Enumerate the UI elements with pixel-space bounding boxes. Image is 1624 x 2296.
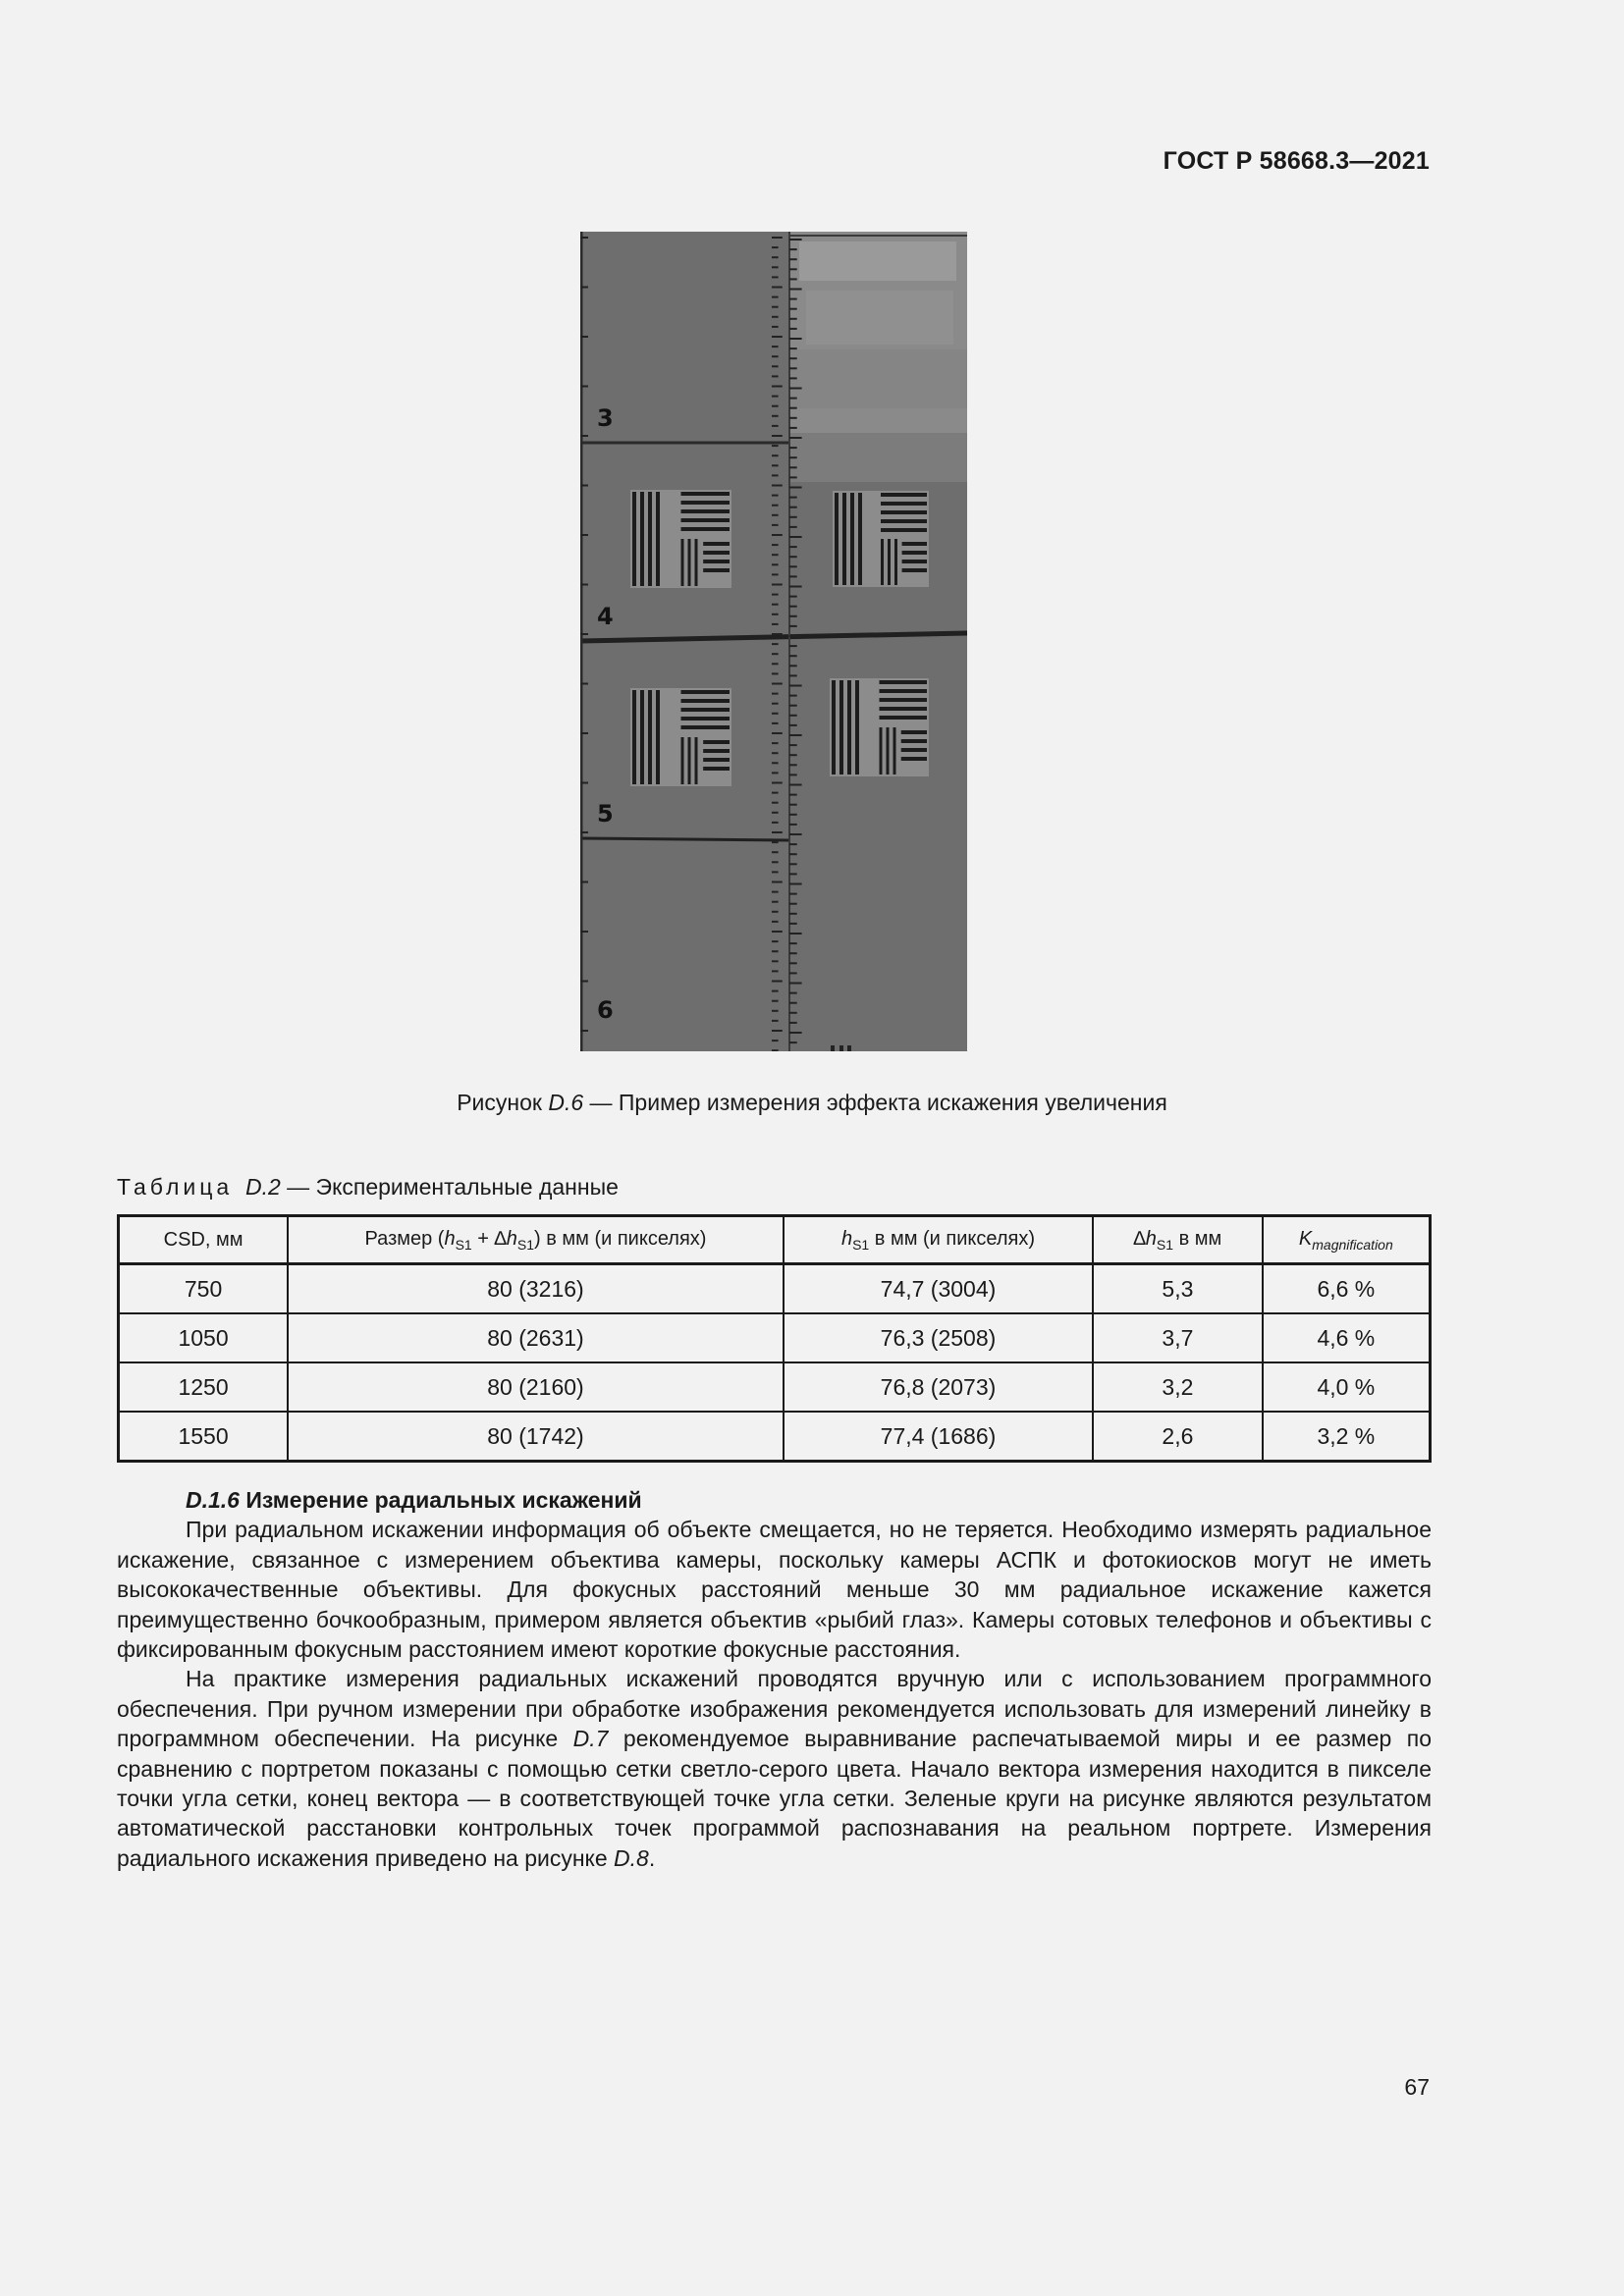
cell-size: 80 (1742) (288, 1412, 784, 1462)
figure-ref-d7: D.7 (572, 1726, 609, 1752)
header-k-magnification: $K_{magnification}$ (1263, 1216, 1431, 1264)
ruler-label-3: 3 (597, 404, 614, 432)
cell-csd: 1050 (119, 1313, 289, 1362)
cell-delta-hs1: 2,6 (1093, 1412, 1263, 1462)
table-row (119, 1412, 1431, 1462)
cell-hs1: 76,3 (2508) (784, 1313, 1093, 1362)
ruler-label-6: 6 (597, 996, 614, 1024)
section-title: Измерение радиальных искажений (239, 1487, 642, 1513)
experimental-data-table (117, 1214, 1432, 1463)
header-hs1: $h_{S1}$ в мм (и пикселях) (784, 1216, 1093, 1264)
cell-k: 6,6 % (1263, 1264, 1431, 1314)
cell-delta-hs1: 5,3 (1093, 1264, 1263, 1314)
page-number: 67 (1404, 2074, 1430, 2100)
cell-csd: 750 (119, 1264, 289, 1314)
paragraph-2: На практике измерения радиальных искажений проводятся вручную или с использованием программного обеспечения. При ручном измерении при обработке изображения рекомендуется использовать для измерений линейку в программном обеспечении. На рисунке D.7 рекомендуемое выравнивание распечатываемой миры и ее размер по сравнению с портретом показаны с помощью сетки светло-серого цвета. Начало вектора измерения находится в пикселе точки угла сетки, конец вектора — в соответствующей точке угла сетки. Зеленые круги на рисунке являются результатом автоматической расстановки контрольных точек программой распознавания на реальном портрете. Измерения радиального искажения приведено на рисунке D.8. (117, 1666, 1432, 1871)
header-delta-hs1: $\Delta h_{S1}$ в мм (1093, 1216, 1263, 1264)
table-ref: D.2 (244, 1174, 281, 1200)
ruler-label-4: 4 (597, 603, 614, 630)
cell-hs1: 76,8 (2073) (784, 1362, 1093, 1412)
paragraph-1: При радиальном искажении информация об объекте смещается, но не теряется. Необходимо измерять радиальное искажение, связанное с измерением объектива камеры, поскольку камеры АСПК и фотокиосков могут не иметь высококачественные объективы. Для фокусных расстояний меньше 30 мм радиальное искажение кажется преимущественно бочкообразным, примером является объектив «рыбий глаз». Камеры сотовых телефонов и объективы с фиксированным фокусным расстоянием имеют короткие фокусные расстояния. (117, 1517, 1432, 1663)
caption-figure-ref: D.6 (548, 1090, 584, 1115)
table-row (119, 1362, 1431, 1412)
section-number: D.1.6 (186, 1487, 240, 1513)
header-size: Размер $(h_{S1} + \Delta h_{S1})$ в мм (и пикселях) (288, 1216, 784, 1264)
cell-k: 4,6 % (1263, 1313, 1431, 1362)
cell-csd: 1250 (119, 1362, 289, 1412)
caption-text: — Пример измерения эффекта искажения увеличения (583, 1090, 1167, 1115)
table-header-row (119, 1216, 1431, 1264)
cell-k: 4,0 % (1263, 1362, 1431, 1412)
cell-k: 3,2 % (1263, 1412, 1431, 1462)
cell-hs1: 74,7 (3004) (784, 1264, 1093, 1314)
cell-csd: 1550 (119, 1412, 289, 1462)
ruler-label-5: 5 (597, 800, 614, 828)
cell-size: 80 (3216) (288, 1264, 784, 1314)
cell-size: 80 (2160) (288, 1362, 784, 1412)
figure-ref-d8: D.8 (614, 1844, 649, 1871)
table-title-text: — Экспериментальные данные (280, 1174, 619, 1200)
header-csd: CSD, мм (119, 1216, 289, 1264)
table-title (117, 1174, 619, 1201)
section-heading (117, 1485, 1432, 1515)
distortion-test-image (580, 232, 967, 1051)
table-row (119, 1313, 1431, 1362)
caption-prefix: Рисунок (457, 1090, 549, 1115)
cell-delta-hs1: 3,7 (1093, 1313, 1263, 1362)
document-code: ГОСТ Р 58668.3—2021 (1163, 147, 1430, 175)
section-d-1-6 (117, 1485, 1432, 1873)
table-row (119, 1264, 1431, 1314)
cell-hs1: 77,4 (1686) (784, 1412, 1093, 1462)
cell-delta-hs1: 3,2 (1093, 1362, 1263, 1412)
cell-size: 80 (2631) (288, 1313, 784, 1362)
resolution-chart-photo (580, 232, 967, 1051)
table-title-word: Таблица (117, 1174, 234, 1200)
figure-caption (0, 1090, 1624, 1116)
